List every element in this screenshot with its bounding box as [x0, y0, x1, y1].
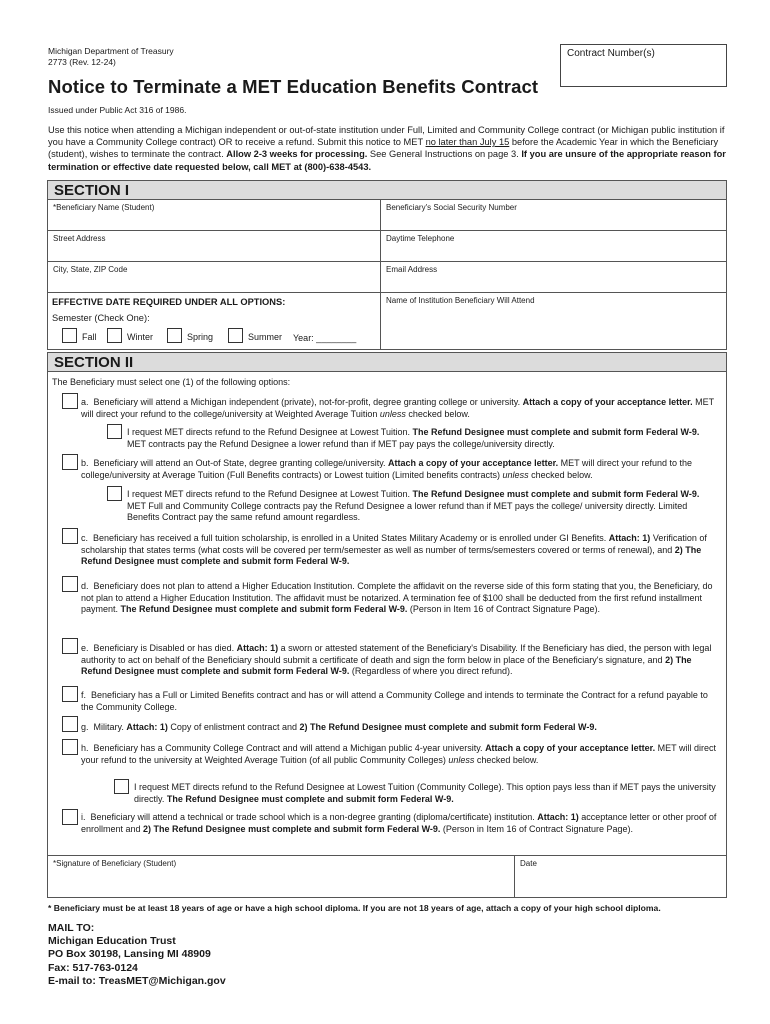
option-i-t1: Beneficiary will attend a technical or trade school which is a non-degree granting (diploma/certificate) institution.: [90, 812, 538, 822]
winter-label: Winter: [127, 332, 154, 342]
option-g-letter: g.: [81, 722, 89, 732]
option-c-t2: Verification of scholarship that states terms (what costs will be covered per term/semester as well as number of terms/semesters covered or terms of renewal), and: [81, 533, 707, 555]
option-e-t1: Beneficiary is Disabled or has died.: [93, 643, 237, 653]
mail-to-label: MAIL TO:: [48, 922, 95, 934]
option-e-checkbox[interactable]: [62, 638, 78, 654]
option-a-letter: a.: [81, 397, 89, 407]
option-h-t3: checked below.: [474, 754, 539, 765]
signature-label: *Signature of Beneficiary (Student): [53, 859, 177, 868]
option-c-b1: Attach: 1): [608, 533, 651, 543]
spring-label: Spring: [187, 332, 214, 342]
option-b-t2: MET will direct your refund to the college/university at Average Tuition (Full Benefits contracts) or Lowest tuition (Limited benefits contracts): [81, 458, 692, 480]
option-i-text: [81, 812, 721, 835]
institution-name-field[interactable]: [381, 293, 726, 349]
option-h-sub-text: [134, 782, 719, 805]
option-a-sub-t2: MET contracts pay the Refund Designee a lower refund than if MET pay pays the college/university directly.: [127, 438, 555, 449]
section-1-grid: [47, 200, 727, 350]
email-address-field[interactable]: [381, 262, 726, 293]
form-header: [48, 46, 174, 68]
option-g-b2: 2) The Refund Designee must complete and submit form Federal W-9.: [299, 722, 597, 732]
mail-to-block: [48, 922, 226, 988]
page-title: Notice to Terminate a MET Education Benefits Contract: [48, 76, 539, 97]
option-a-t3: checked below.: [405, 408, 470, 419]
option-e-letter: e.: [81, 643, 89, 653]
option-a-sub-t1: I request MET directs refund to the Refund Designee at Lowest Tuition.: [127, 427, 413, 437]
section-1-heading: SECTION I: [47, 180, 727, 200]
option-h-t1: Beneficiary has a Community College Contract and will attend a Michigan public 4-year university.: [93, 743, 486, 753]
option-h-sub-t1: I request MET directs refund to the Refund Designee at Lowest Tuition (Community College). This option pays less than if MET pays the university directly.: [134, 782, 716, 804]
option-d-letter: d.: [81, 581, 89, 591]
option-g-t1: Military.: [93, 722, 127, 732]
year-field[interactable]: Year: ________: [293, 333, 357, 343]
option-b-sub-text: [127, 489, 717, 524]
option-e-text: [81, 643, 721, 678]
option-c-letter: c.: [81, 533, 89, 543]
fall-label: Fall: [82, 332, 97, 342]
option-d-b1: The Refund Designee must complete and submit form Federal W-9.: [120, 604, 408, 615]
institution-name-label: Name of Institution Beneficiary Will Attend: [386, 296, 535, 305]
date-label: Date: [520, 859, 537, 868]
ssn-field[interactable]: [381, 200, 726, 231]
option-c-b2: 2) The Refund Designee must complete and submit form Federal W-9.: [81, 544, 702, 567]
option-h-t2: MET will direct your refund to the university at Weighted Average Tuition (of all public Community Colleges): [81, 743, 716, 765]
option-h-letter: h.: [81, 743, 89, 753]
ssn-label: Beneficiary's Social Security Number: [386, 203, 517, 212]
issued-note: Issued under Public Act 316 of 1986.: [48, 105, 187, 115]
option-f-text: [81, 690, 721, 713]
option-b-b1: Attach a copy of your acceptance letter.: [388, 458, 559, 468]
option-h-text: [81, 743, 721, 766]
spring-checkbox[interactable]: [167, 328, 182, 343]
signature-field[interactable]: [48, 856, 515, 897]
daytime-telephone-label: Daytime Telephone: [386, 234, 455, 243]
daytime-telephone-field[interactable]: [381, 231, 726, 262]
mail-email[interactable]: E-mail to: TreasMET@Michigan.gov: [48, 974, 226, 987]
option-h-checkbox[interactable]: [62, 739, 78, 755]
option-a-text: [81, 397, 721, 420]
option-e-t3: (Regardless of where you direct refund).: [349, 666, 513, 677]
option-a-lowest-tuition-checkbox[interactable]: [107, 424, 122, 439]
street-address-label: Street Address: [53, 234, 106, 243]
intro-text-3: See General Instructions on page 3.: [367, 149, 522, 160]
option-f-letter: f.: [81, 690, 87, 700]
contract-numbers-label: Contract Number(s): [567, 48, 655, 59]
option-d-text: [81, 581, 721, 616]
intro-paragraph: [48, 124, 728, 173]
option-b-letter: b.: [81, 458, 89, 468]
option-a-sub-b1: The Refund Designee must complete and submit form Federal W-9.: [412, 427, 700, 437]
option-i-checkbox[interactable]: [62, 809, 78, 825]
email-address-label: Email Address: [386, 265, 438, 274]
summer-label: Summer: [248, 332, 283, 342]
option-b-t1: Beneficiary will attend an Out-of State, degree granting college/university.: [93, 458, 389, 468]
beneficiary-name-label: *Beneficiary Name (Student): [53, 203, 155, 212]
mail-address: PO Box 30198, Lansing MI 48909: [48, 948, 211, 961]
option-h-i1: unless: [448, 754, 475, 765]
option-d-checkbox[interactable]: [62, 576, 78, 592]
date-field[interactable]: [515, 856, 726, 897]
option-b-text: [81, 458, 721, 481]
option-b-i1: unless: [502, 469, 529, 480]
option-b-sub-b1: The Refund Designee must complete and submit form Federal W-9.: [412, 489, 700, 499]
form-number: 2773 (Rev. 12-24): [48, 57, 116, 67]
intro-text-2: before the Academic Year in which the Beneficiary (student), wishes to terminate the contract.: [48, 137, 719, 160]
option-a-t2: MET will direct your refund to the college/university at Weighted Average Tuition: [81, 397, 714, 419]
option-c-checkbox[interactable]: [62, 528, 78, 544]
option-g-text: [81, 722, 721, 734]
section-2-intro: The Beneficiary must select one (1) of the following options:: [52, 377, 291, 387]
street-address-field[interactable]: [48, 231, 381, 262]
agency-name: Michigan Department of Treasury: [48, 46, 174, 56]
beneficiary-name-field[interactable]: [48, 200, 381, 231]
mail-org: Michigan Education Trust: [48, 935, 176, 948]
intro-text-1: Use this notice when attending a Michigan independent or out-of-state institution under Full, Limited and Community College contract (or Michigan public institution if you have a Community College contract) OR to receive a refund. Submit this notice to MET: [48, 125, 725, 148]
option-a-t1: Beneficiary will attend a Michigan independent (private), not-for-profit, degree granting college or university.: [93, 397, 523, 407]
option-h-lowest-tuition-checkbox[interactable]: [114, 779, 129, 794]
option-f-checkbox[interactable]: [62, 686, 78, 702]
option-a-b1: Attach a copy of your acceptance letter.: [522, 397, 693, 407]
intro-phone: If you are unsure of the appropriate reason for termination or effective date requested below, call MET at (800)-638-4543.: [48, 149, 726, 172]
option-e-b2: 2) The Refund Designee must complete and submit form Federal W-9.: [81, 654, 692, 677]
winter-checkbox[interactable]: [107, 328, 122, 343]
city-state-zip-field[interactable]: [48, 262, 381, 293]
option-i-b2: 2) The Refund Designee must complete and submit form Federal W-9.: [143, 823, 441, 834]
option-d-t1: Beneficiary does not plan to attend a Higher Education Institution. Complete the affidavit on the reverse side of this form stating that you, the Beneficiary, do not plan to attend a Higher Education Institution. The affidavit must be notarized. A termination fee of $100 shall be deducted from the first refund installment payment.: [81, 581, 713, 615]
option-b-checkbox[interactable]: [62, 454, 78, 470]
option-b-sub-t1: I request MET directs refund to the Refund Designee at Lowest Tuition.: [127, 489, 413, 499]
option-h-b1: Attach a copy of your acceptance letter.: [485, 743, 656, 753]
mail-fax: Fax: 517-763-0124: [48, 961, 138, 974]
option-c-text: [81, 533, 721, 568]
intro-deadline: no later than July 15: [425, 137, 510, 148]
fall-checkbox[interactable]: [62, 328, 77, 343]
option-a-checkbox[interactable]: [62, 393, 78, 409]
option-b-lowest-tuition-checkbox[interactable]: [107, 486, 122, 501]
option-i-letter: i.: [81, 812, 86, 822]
age-footnote: * Beneficiary must be at least 18 years of age or have a high school diploma. If you are not 18 years of age, attach a copy of your high school diploma.: [48, 903, 661, 913]
option-a-i1: unless: [379, 408, 406, 419]
section-2-heading: SECTION II: [47, 352, 727, 372]
option-i-t3: (Person in Item 16 of Contract Signature Page).: [440, 823, 634, 834]
summer-checkbox[interactable]: [228, 328, 243, 343]
contract-numbers-field[interactable]: [560, 44, 727, 87]
option-d-t2: (Person in Item 16 of Contract Signature Page).: [407, 604, 601, 615]
city-state-zip-label: City, State, ZIP Code: [53, 265, 128, 274]
option-g-b1: Attach: 1): [126, 722, 168, 732]
option-h-sub-b1: The Refund Designee must complete and submit form Federal W-9.: [166, 793, 454, 804]
option-i-b1: Attach: 1): [537, 812, 579, 822]
option-f-t1: Beneficiary has a Full or Limited Benefits contract and has or will attend a Community College and intends to terminate the Contract for a refund payable to the Community College.: [81, 690, 708, 712]
option-e-t2: a sworn or attested statement of the Beneficiary's Disability. If the Beneficiary has died, the person with legal authority to act on behalf of the Beneficiary should submit a certificate of death and sign the form below in place of the Beneficiary's signature, and: [81, 643, 712, 665]
option-c-t1: Beneficiary has received a full tuition scholarship, is enrolled in a United States Military Academy or is enrolled under GI Benefits.: [93, 533, 609, 543]
semester-label: Semester (Check One):: [52, 313, 150, 323]
signature-row: [47, 856, 727, 898]
option-g-t2: Copy of enlistment contract and: [167, 722, 300, 732]
option-a-sub-text: [127, 427, 717, 450]
option-i-t2: acceptance letter or other proof of enrollment and: [81, 812, 717, 834]
intro-processing: Allow 2-3 weeks for processing.: [226, 149, 368, 160]
option-b-sub-t2: MET Full and Community College contracts pay the Refund Designee a lower refund than if MET pays the college/ university directly. Limited Benefits Contract pay the same refund amount regardless.: [127, 500, 688, 523]
option-e-b1: Attach: 1): [236, 643, 279, 653]
option-b-t3: checked below.: [528, 469, 593, 480]
effective-date-label: EFFECTIVE DATE REQUIRED UNDER ALL OPTIONS:: [52, 297, 286, 307]
option-g-checkbox[interactable]: [62, 716, 78, 732]
